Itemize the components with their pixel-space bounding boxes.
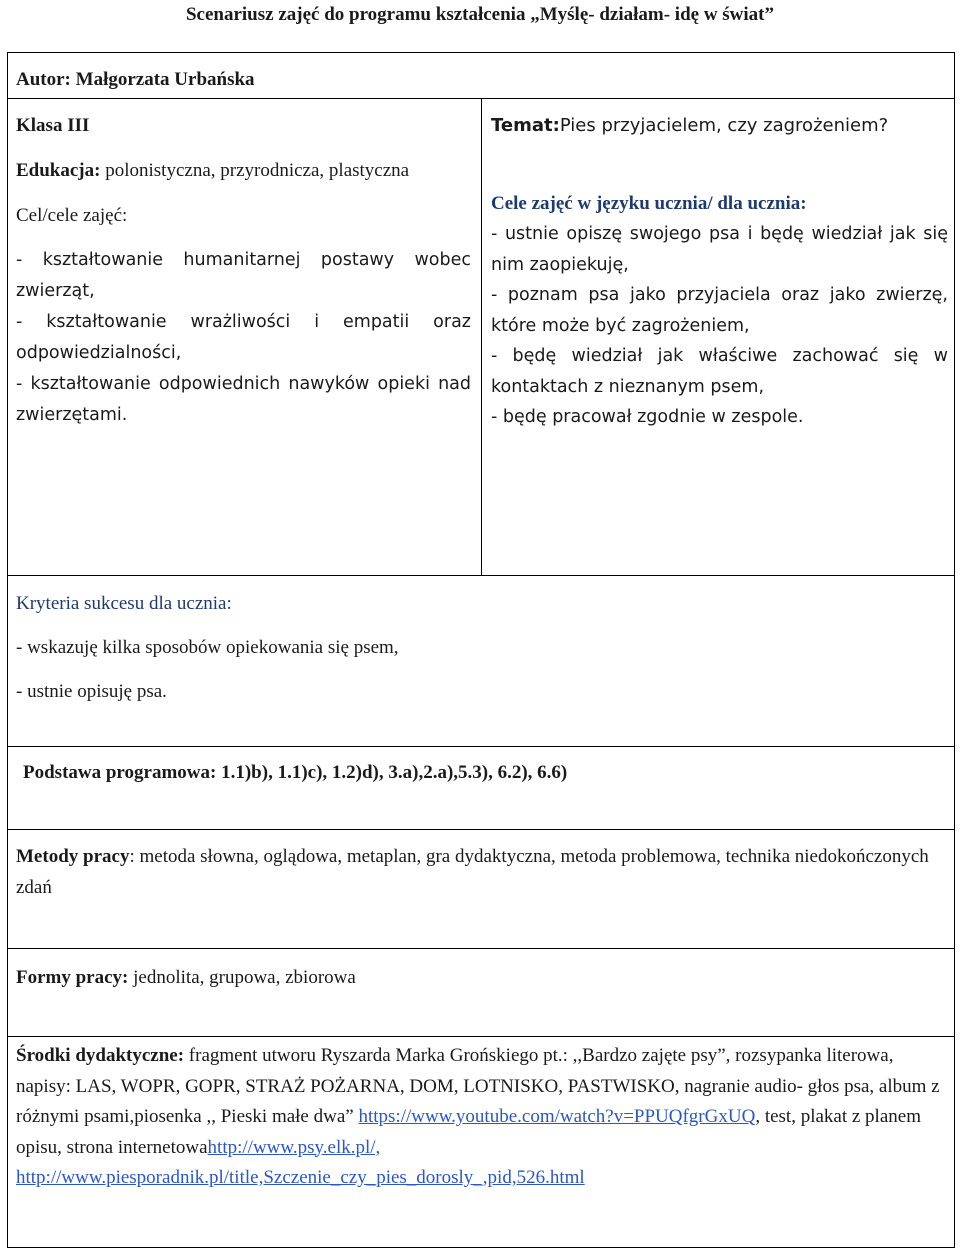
student-goal-item: - poznam psa jako przyjaciela oraz jako zwierzę, które może być zagrożeniem, xyxy=(491,285,948,336)
row-divider xyxy=(8,829,954,830)
document-title: Scenariusz zajęć do programu kształcenia „Myślę- działam- idę w świat” xyxy=(185,4,775,25)
piesporadnik-link[interactable]: http://www.piesporadnik.pl/title,Szczenie_czy_pies_dorosly_,pid,526.html xyxy=(16,1167,585,1188)
curriculum-line xyxy=(23,758,943,788)
forms-line xyxy=(16,963,946,993)
education-line xyxy=(16,155,471,187)
scenario-table xyxy=(7,52,955,1248)
goals-list xyxy=(16,245,471,431)
criteria-item: - ustnie opisuję psa. xyxy=(16,681,167,702)
materials-text: , test, plakat z planem opisu, strona internetowa xyxy=(16,1106,921,1158)
methods-label: Metody pracy xyxy=(16,846,130,867)
topic-value: Pies przyjacielem, czy zagrożeniem? xyxy=(559,115,889,136)
left-column xyxy=(16,111,471,431)
curriculum-value: 1.1)b), 1.1)c), 1.2)d), 3.a),2.a),5.3), 6.2), 6.6) xyxy=(221,762,568,783)
class-label: Klasa III xyxy=(16,115,90,136)
row-divider xyxy=(8,1036,954,1037)
forms-label: Formy pracy: xyxy=(16,967,129,988)
student-goal-item: - będę pracował zgodnie w zespole. xyxy=(491,407,804,427)
right-column xyxy=(491,111,948,433)
curriculum-label: Podstawa programowa: xyxy=(23,762,217,783)
youtube-link[interactable]: https://www.youtube.com/watch?v=PPUQfgrGxUQ xyxy=(358,1106,756,1127)
column-divider xyxy=(481,99,482,576)
author-name: Małgorzata Urbańska xyxy=(75,69,255,90)
student-goals-label: Cele zajęć w języku ucznia/ dla ucznia: xyxy=(491,193,807,214)
author-line xyxy=(16,65,946,95)
row-divider xyxy=(8,746,954,747)
author-label: Autor: xyxy=(16,69,71,90)
methods-value: : metoda słowna, oglądowa, metaplan, gra dydaktyczna, metoda problemowa, technika niedokończonych zdań xyxy=(16,846,929,898)
criteria-item: - wskazuję kilka sposobów opiekowania się psem, xyxy=(16,637,399,658)
goal-item: - kształtowanie humanitarnej postawy wobec zwierząt, xyxy=(16,250,471,301)
topic-label: Temat: xyxy=(491,115,560,136)
psy-elk-link[interactable]: http://www.psy.elk.pl/, xyxy=(207,1136,381,1158)
goal-item: - kształtowanie wrażliwości i empatii oraz odpowiedzialności, xyxy=(16,312,471,363)
success-criteria xyxy=(16,589,946,707)
success-criteria-label: Kryteria sukcesu dla ucznia: xyxy=(16,593,232,614)
education-label: Edukacja: xyxy=(16,160,101,181)
forms-value: jednolita, grupowa, zbiorowa xyxy=(133,967,356,988)
topic-line xyxy=(491,111,948,141)
student-goal-item: - ustnie opiszę swojego psa i będę wiedział jak się nim zaopiekuję, xyxy=(491,224,948,275)
goal-item: - kształtowanie odpowiednich nawyków opieki nad zwierzętami. xyxy=(16,374,471,425)
materials-text: fragment utworu Ryszarda Marka Grońskiego pt.: ,,Bardzo zajęte psy”, rozsypanka literowa, napisy: LAS, WOPR, GOPR, STRAŻ POŻARNA, DOM, LOTNISKO, PASTWISKO, nagranie audio- głos psa, album z różnymi psami,piosenka ,, Pieski małe dwa” xyxy=(16,1045,940,1127)
education-value: polonistyczna, przyrodnicza, plastyczna xyxy=(105,160,410,181)
methods-line xyxy=(16,841,946,903)
goals-label: Cel/cele zajęć: xyxy=(16,205,128,226)
row-divider xyxy=(8,948,954,949)
materials-block xyxy=(16,1041,944,1194)
materials-label: Środki dydaktyczne: xyxy=(16,1045,185,1066)
student-goal-item: - będę wiedział jak właściwe zachować się w kontaktach z nieznanym psem, xyxy=(491,346,948,397)
student-goals-list xyxy=(491,219,948,433)
